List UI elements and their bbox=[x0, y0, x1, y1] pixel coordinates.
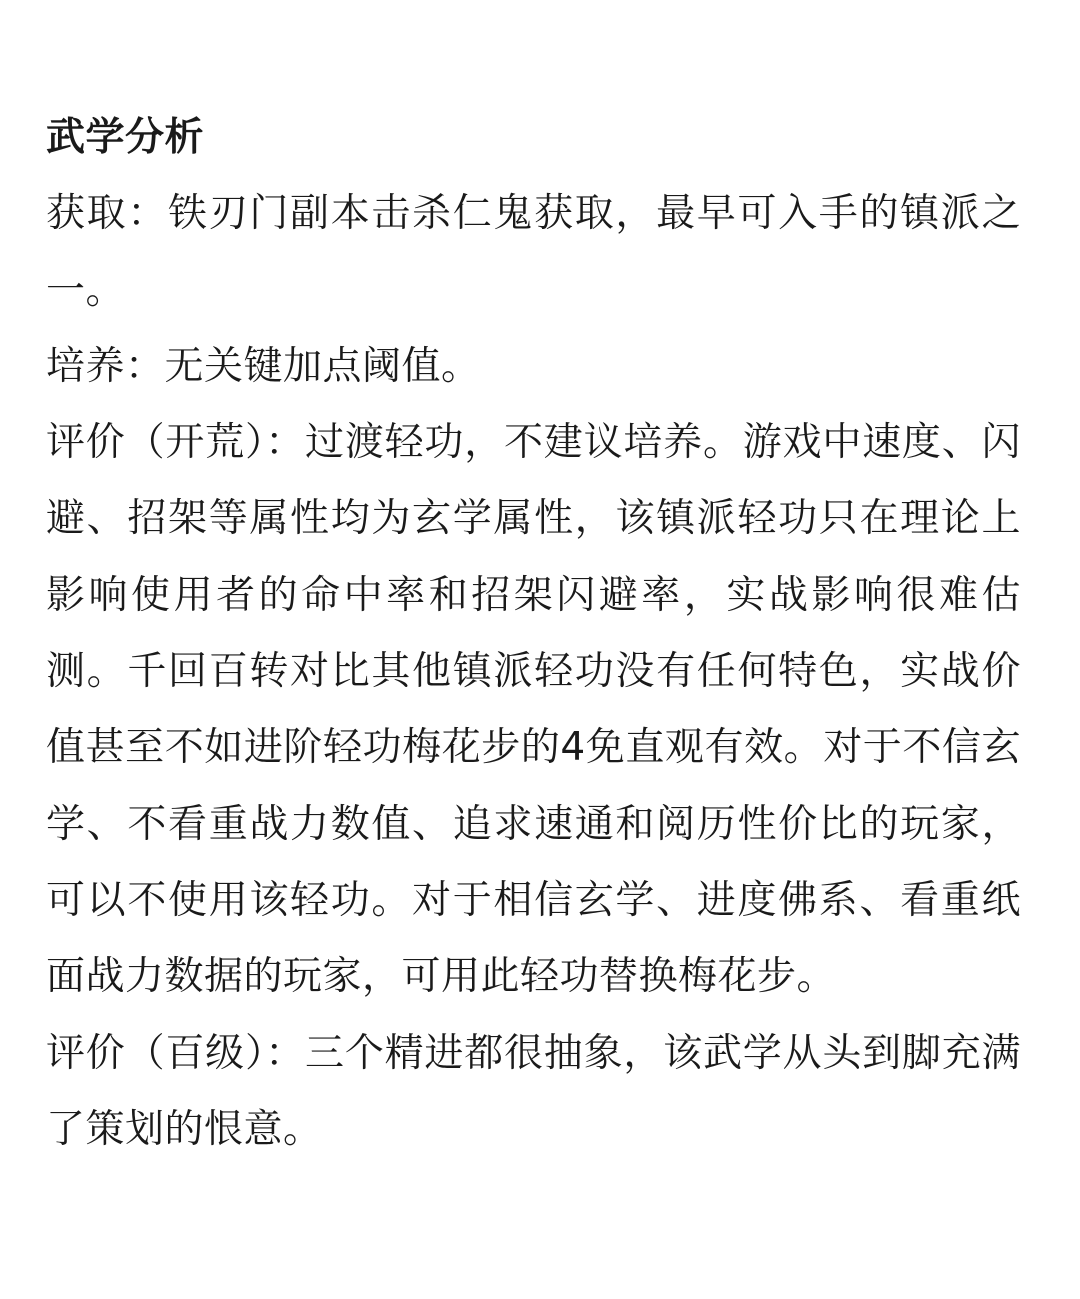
article-body bbox=[46, 100, 1021, 1168]
paragraph-evaluation-early: 评价（开荒）：过渡轻功，不建议培养。游戏中速度、闪避、招架等属性均为玄学属性，该镇派轻功只在理论上影响使用者的命中率和招架闪避率，实战影响很难估测。千回百转对比其他镇派轻功没有任何特色，实战价值甚至不如进阶轻功梅花步的4免直观有效。对于不信玄学、不看重战力数值、追求速通和阅历性价比的玩家，可以不使用该轻功。对于相信玄学、进度佛系、看重纸面战力数据的玩家，可用此轻功替换梅花步。 bbox=[46, 420, 1021, 1000]
article-heading: 武学分析 bbox=[46, 115, 205, 160]
paragraph-cultivation: 培养：无关键加点阈值。 bbox=[46, 343, 481, 389]
paragraph-acquisition: 获取：铁刃门副本击杀仁鬼获取，最早可入手的镇派之一。 bbox=[46, 191, 1021, 313]
paragraph-evaluation-level100: 评价（百级）：三个精进都很抽象，该武学从头到脚充满了策划的恨意。 bbox=[46, 1030, 1021, 1152]
